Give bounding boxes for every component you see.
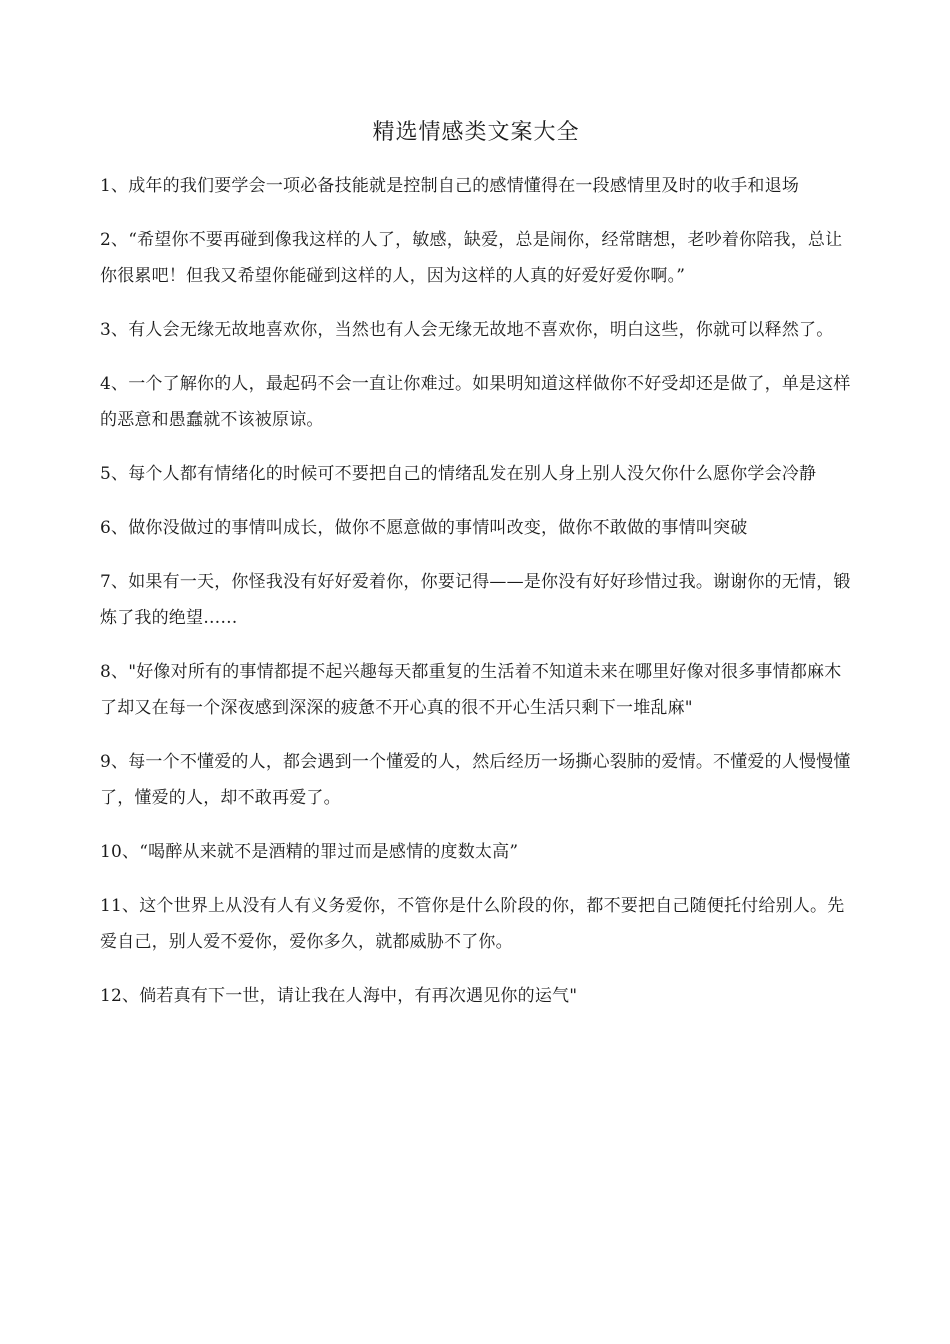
list-item: 1、成年的我们要学会一项必备技能就是控制自己的感情懂得在一段感情里及时的收手和退场 — [100, 176, 800, 196]
list-item: 9、每一个不懂爱的人，都会遇到一个懂爱的人，然后经历一场撕心裂肺的爱情。不懂爱的人慢慢懂了，懂爱的人，却不敢再爱了。 — [100, 752, 851, 808]
list-item: 2、“希望你不要再碰到像我这样的人了，敏感，缺爱，总是闹你，经常瞎想，老吵着你陪我，总让你很累吧！但我又希望你能碰到这样的人，因为这样的人真的好爱好爱你啊。” — [100, 230, 843, 286]
list-item: 12、倘若真有下一世，请让我在人海中，有再次遇见你的运气" — [100, 986, 578, 1006]
list-item: 3、有人会无缘无故地喜欢你，当然也有人会无缘无故地不喜欢你，明白这些，你就可以释然了。 — [100, 320, 834, 340]
entry-list — [100, 168, 852, 1014]
list-item: 10、“喝醉从来就不是酒精的罪过而是感情的度数太高” — [100, 842, 519, 862]
list-item: 7、如果有一天，你怪我没有好好爱着你，你要记得——是你没有好好珍惜过我。谢谢你的无情，锻炼了我的绝望…… — [100, 572, 851, 628]
document-title: 精选情感类文案大全 — [372, 120, 580, 145]
list-item: 8、"好像对所有的事情都提不起兴趣每天都重复的生活着不知道未来在哪里好像对很多事情都麻木了却又在每一个深夜感到深深的疲惫不开心真的很不开心生活只剩下一堆乱麻" — [100, 662, 842, 718]
list-item: 4、一个了解你的人，最起码不会一直让你难过。如果明知道这样做你不好受却还是做了，单是这样的恶意和愚蠢就不该被原谅。 — [100, 374, 851, 430]
list-item: 6、做你没做过的事情叫成长，做你不愿意做的事情叫改变，做你不敢做的事情叫突破 — [100, 518, 748, 538]
list-item: 5、每个人都有情绪化的时候可不要把自己的情绪乱发在别人身上别人没欠你什么愿你学会冷静 — [100, 464, 817, 484]
list-item: 11、这个世界上从没有人有义务爱你，不管你是什么阶段的你，都不要把自己随便托付给别人。先爱自己，别人爱不爱你，爱你多久，就都威胁不了你。 — [100, 896, 845, 952]
